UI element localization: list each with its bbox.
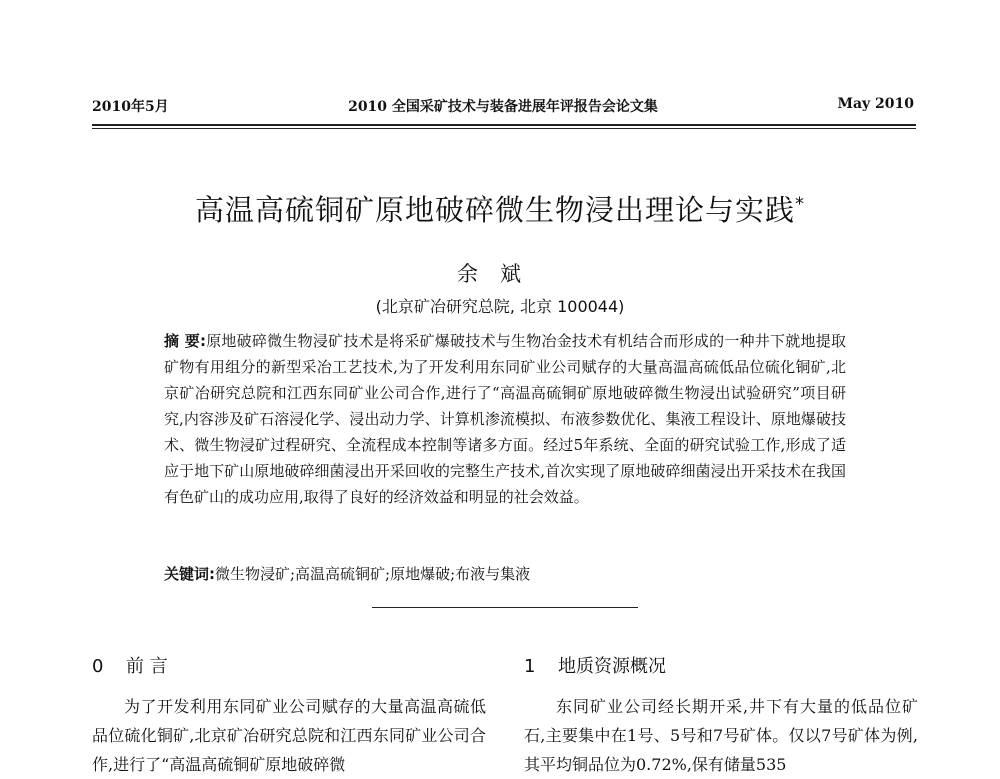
keywords (164, 563, 846, 584)
running-header (92, 96, 914, 118)
paper-title-text: 高温高硫铜矿原地破碎微生物浸出理论与实践 (194, 193, 795, 227)
abstract-text: 原地破碎微生物浸矿技术是将采矿爆破技术与生物冶金技术有机结合而形成的一种井下就地提取矿物有用组分的新型采冶工艺技术,为了开发利用东同矿业公司赋存的大量高温高硫低品位硫化铜矿,北京矿冶研究总院和江西东同矿业公司合作,进行了“高温高硫铜矿原地破碎微生物浸出试验研究”项目研究,内容涉及矿石溶浸化学、浸出动力学、计算机渗流模拟、布液参数优化、集液工程设计、原地爆破技术、微生物浸矿过程研究、全流程成本控制等诸多方面。经过5年系统、全面的研究试验工作,形成了适应于地下矿山原地破碎细菌浸出开采回收的完整生产技术,首次实现了原地破碎细菌浸出开采技术在我国有色矿山的成功应用,取得了良好的经济效益和明显的社会效益。 (164, 332, 846, 506)
left-column-body: 为了开发利用东同矿业公司赋存的大量高温高硫低品位硫化铜矿,北京矿冶研究总院和江西东同矿业公司合作,进行了“高温高硫铜矿原地破碎微 (92, 697, 486, 774)
keywords-label: 关键词: (164, 565, 215, 583)
abstract (164, 328, 846, 510)
author-affiliation: (北京矿冶研究总院, 北京 100044) (375, 297, 625, 316)
title-footnote-mark: * (795, 193, 805, 215)
section-number: 0 (92, 656, 104, 677)
section-heading-introduction (92, 652, 168, 678)
header-proceedings-title: 2010 全国采矿技术与装备进展年评报告会论文集 (348, 99, 658, 115)
header-rule-thick (92, 124, 916, 126)
author-name: 余斌 (457, 262, 543, 286)
abstract-separator (372, 607, 638, 608)
header-date-cn: 2010年5月 (92, 99, 169, 115)
header-date-en: May 2010 (837, 96, 914, 112)
section-number: 1 (524, 656, 536, 677)
right-column-body: 东同矿业公司经长期开采,井下有大量的低品位矿石,主要集中在1号、5号和7号矿体。仅以7号矿体为例,其平均铜品位为0.72%,保有储量535 (524, 697, 918, 774)
paper-title (0, 188, 1000, 229)
section-title: 前 言 (126, 656, 168, 677)
keywords-text: 微生物浸矿;高温高硫铜矿;原地爆破;布液与集液 (215, 565, 531, 583)
section-heading-geology (524, 652, 666, 678)
abstract-label: 摘 要: (164, 332, 206, 350)
section-title: 地质资源概况 (558, 656, 666, 677)
header-rule-thin (92, 128, 916, 129)
